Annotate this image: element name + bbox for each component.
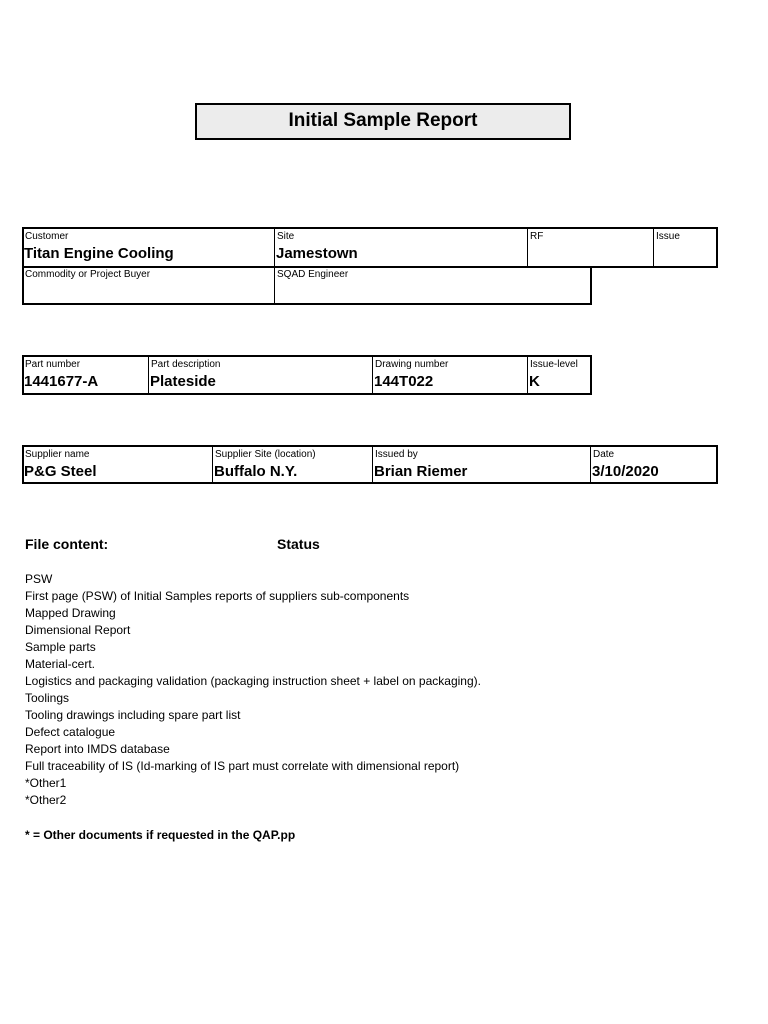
buyer-label: Commodity or Project Buyer (25, 269, 151, 280)
customer-cell (22, 228, 274, 266)
date-label: Date (593, 449, 615, 460)
supplier-site-label: Supplier Site (location) (215, 449, 316, 460)
part-number-cell (22, 356, 148, 394)
list-item: *Other1 (25, 776, 67, 790)
sqad-cell (274, 266, 590, 304)
list-item: Report into IMDS database (25, 742, 170, 756)
footnote: * = Other documents if requested in the QAP.pp (25, 828, 296, 842)
part-description-cell (148, 356, 372, 394)
customer-value: Titan Engine Cooling (24, 245, 174, 262)
date-cell (590, 446, 716, 483)
list-item: Defect catalogue (25, 725, 116, 739)
list-item: *Other2 (25, 793, 67, 807)
part-number-value: 1441677-A (24, 373, 99, 390)
site-value: Jamestown (276, 245, 358, 262)
drawing-number-value: 144T022 (374, 373, 434, 390)
rf-cell (527, 228, 653, 266)
supplier-site-cell (212, 446, 372, 483)
list-item: Full traceability of IS (Id-marking of IS part must correlate with dimensional report) (25, 759, 460, 773)
part-description-value: Plateside (150, 373, 216, 390)
report-title: Initial Sample Report (195, 103, 571, 140)
buyer-cell (22, 266, 274, 304)
site-cell (274, 228, 527, 266)
rf-label: RF (530, 231, 544, 242)
customer-label: Customer (25, 231, 69, 242)
list-item: Mapped Drawing (25, 606, 116, 620)
issued-by-label: Issued by (375, 449, 418, 460)
list-item: Sample parts (25, 640, 96, 654)
issued-by-value: Brian Riemer (374, 463, 468, 480)
issue-label: Issue (656, 231, 680, 242)
list-item: Tooling drawings including spare part list (25, 708, 241, 722)
issue-level-label: Issue-level (530, 359, 578, 370)
issue-level-value: K (529, 373, 540, 390)
issue-cell (653, 228, 717, 266)
list-item: Toolings (25, 691, 70, 705)
supplier-name-label: Supplier name (25, 449, 90, 460)
supplier-name-value: P&G Steel (24, 463, 97, 480)
list-item: Logistics and packaging validation (packaging instruction sheet + label on packaging). (25, 674, 481, 688)
sqad-label: SQAD Engineer (277, 269, 349, 280)
part-number-label: Part number (25, 359, 81, 370)
issued-by-cell (372, 446, 590, 483)
issue-level-cell (527, 356, 590, 394)
file-content-list (25, 571, 481, 809)
supplier-name-cell (22, 446, 212, 483)
list-item: Material-cert. (25, 657, 96, 671)
list-item: First page (PSW) of Initial Samples reports of suppliers sub-components (25, 589, 410, 603)
list-item: PSW (25, 572, 53, 586)
list-item: Dimensional Report (25, 623, 131, 637)
date-value: 3/10/2020 (592, 463, 659, 480)
part-description-label: Part description (151, 359, 221, 370)
drawing-number-cell (372, 356, 527, 394)
supplier-site-value: Buffalo N.Y. (214, 463, 298, 480)
site-label: Site (277, 231, 295, 242)
drawing-number-label: Drawing number (375, 359, 449, 370)
file-content-heading: File content: (25, 536, 109, 552)
status-heading: Status (277, 536, 320, 552)
